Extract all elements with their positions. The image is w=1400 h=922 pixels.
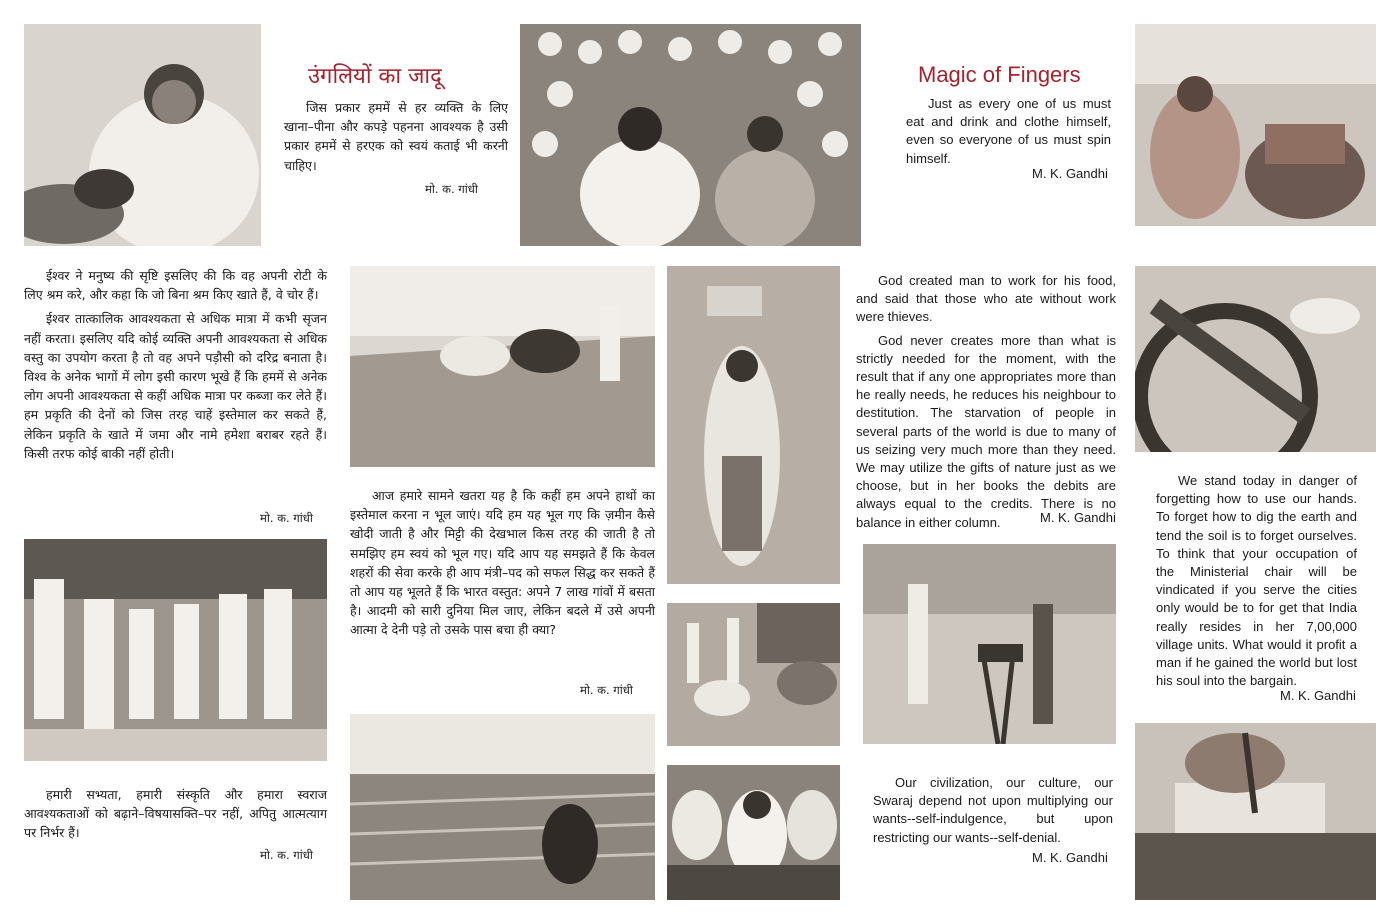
- quote-hindi-spinning: [284, 98, 508, 175]
- signature-hindi: मो. क. गांधी: [260, 511, 313, 525]
- photo-wheel-bullocks: [1135, 266, 1376, 452]
- photo-woman-charkha-room: [1135, 24, 1376, 226]
- quote-paragraph: God never creates more than what is strictly needed for the moment, with the result that if any one appropriates more than he really needs, he reduces his neighbour to destitution. The starvation of people in several parts of the world is due to many of us seizing very much more than they need. We may utilize the gifts of nature just as we choose, but in her books the debits are always equal to the credits. There is no balance in either column.: [856, 332, 1116, 530]
- quote-paragraph: Just as every one of us must eat and drink and clothe himself, even so everyone of us must spin himself.: [906, 96, 1111, 166]
- quote-hindi-civilization: [24, 785, 327, 843]
- signature-english: M. K. Gandhi: [1032, 850, 1108, 865]
- quote-paragraph: Our civilization, our culture, our Swaraj depend not upon multiplying our wants--self-indulgence, but upon restricting our wants--self-denial.: [873, 775, 1113, 845]
- signature-english: M. K. Gandhi: [1280, 688, 1356, 703]
- quote-paragraph: God created man to work for his food, and said that those who ate without work were thieves.: [856, 273, 1116, 325]
- photo-hands-carving-wood: [1135, 723, 1376, 900]
- quote-paragraph: जिस प्रकार हममें से हर व्यक्ति के लिए खाना–पीना और कपड़े पहनना आवश्यक है उसी प्रकार हममें से हरएक को स्वयं कताई भी करनी चाहिए।: [284, 100, 508, 173]
- photo-woman-spinning: [24, 24, 261, 246]
- photo-courtyard-cattle: [667, 603, 840, 746]
- quote-paragraph: हमारी सभ्यता, हमारी संस्कृति और हमारा स्वराज आवश्यकताओं को बढ़ाने–विषयासक्ति–पर नहीं, अपितु आत्मत्याग पर निर्भर हैं।: [24, 787, 327, 841]
- quote-paragraph: आज हमारे सामने खतरा यह है कि कहीं हम अपने हाथों का इस्तेमाल करना न भूल जाएं। यदि हम यह भूल गए कि ज़मीन कैसे खोदी जाती है और मिट्टी की देखभाल किस तरह की जाती है तो समझिए हम स्वयं को भूल गए। यदि आप यह समझते हैं कि केवल शहरों की सेवा करके ही आप मंत्री–पद को सफल सिद्ध कर सकते हैं तो आप यह भूलते हैं कि भारत वस्तुत: अपने 7 लाख गांवों में बसता है। आदमी को सारी दुनिया मिल जाए, लेकिन बदले में उसे अपनी आत्मा दे देनी पड़े तो उसके पास बचा ही क्या?: [350, 488, 655, 638]
- photo-field-irrigation: [350, 714, 655, 900]
- signature-hindi: मो. क. गांधी: [425, 182, 478, 196]
- quote-paragraph: ईश्वर ने मनुष्य की सृष्टि इसलिए की कि वह अपनी रोटी के लिए श्रम करे, और कहा कि जो बिना श्रम किए खाते हैं, वे चोर हैं।: [24, 268, 327, 303]
- photo-gandhi-crowd-spinning: [520, 24, 861, 246]
- signature-hindi: मो. क. गांधी: [580, 683, 633, 697]
- signature-english: M. K. Gandhi: [1040, 510, 1116, 525]
- quote-hindi-hands: [350, 486, 655, 640]
- quote-paragraph: We stand today in danger of forgetting how to use our hands. To forget how to dig the earth and tend the soil is to forget ourselves. To think that your occupation of the Ministerial chair will be vindicated if you serve the cities only would be to for get that India really resides in her 7,00,000 village units. What would it profit a man if he gained the world but lost his soul into the bargain.: [1156, 473, 1357, 689]
- quote-paragraph: ईश्वर तात्कालिक आवश्यकता से अधिक मात्रा में कभी सृजन नहीं करता। इसलिए यदि कोई व्यक्ति अपनी आवश्यकता से अधिक वस्तु का उपयोग करता है तो वह अपने पड़ौसी को दरिद्र बनाता है। विश्व के अनेक भागों में लोग इसी कारण भूखे हैं कि हममें से अनेक लोग अपनी आवश्यकता से कहीं अधिक मात्रा पर कब्जा कर लेते हैं। हम प्रकृति की देनों को जिस तरह चाहें इस्तेमाल कर सकते हैं, लेकिन प्रकृति के खाते में जमा और नामे हमेशा बराबर रहते हैं। किसी तरफ कोई बाकी नहीं होती।: [24, 311, 327, 461]
- signature-hindi: मो. क. गांधी: [260, 848, 313, 862]
- quote-english-labour: [856, 272, 1116, 532]
- photo-women-spinning-group: [667, 765, 840, 900]
- quote-hindi-labour: [24, 266, 327, 463]
- photo-bullock-plough: [350, 266, 655, 467]
- quote-english-hands: [1156, 472, 1357, 690]
- signature-english: M. K. Gandhi: [1032, 166, 1108, 181]
- title-hindi: उंगलियों का जादू: [308, 64, 442, 89]
- photo-woman-carrying-basket: [667, 266, 840, 584]
- photo-threshing-machine: [863, 544, 1116, 744]
- quote-english-civilization: [873, 774, 1113, 847]
- title-english: Magic of Fingers: [918, 62, 1081, 87]
- photo-gandhi-village-group: [24, 539, 327, 761]
- quote-english-spinning: [906, 95, 1111, 168]
